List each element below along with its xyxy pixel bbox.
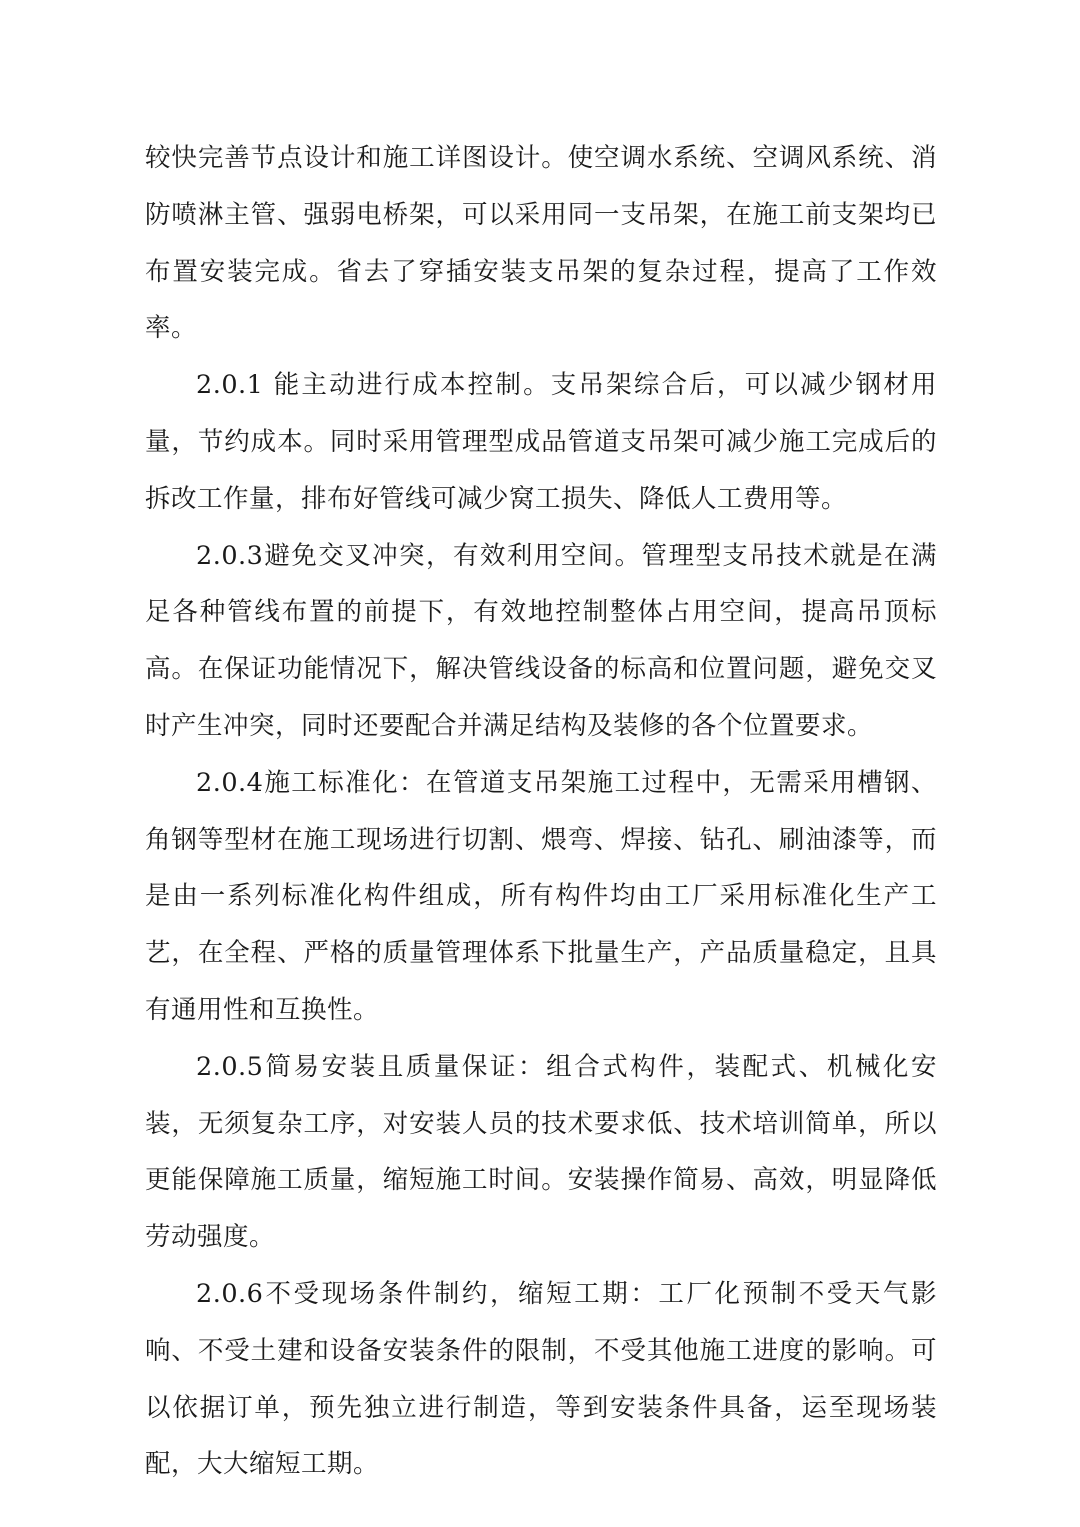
paragraph-2-0-4: 2.0.4施工标准化：在管道支吊架施工过程中，无需采用槽钢、角钢等型材在施工现场进行切割、煨弯、焊接、钻孔、刷油漆等，而是由一系列标准化构件组成，所有构件均由工厂采用标准化生产工艺，在全程、严格的质量管理体系下批量生产，产品质量稳定，且具有通用性和互换性。 [145, 767, 937, 1025]
paragraph-2-0-1: 2.0.1 能主动进行成本控制。支吊架综合后，可以减少钢材用量，节约成本。同时采用管理型成品管道支吊架可减少施工完成后的拆改工作量，排布好管线可减少窝工损失、降低人工费用等。 [145, 370, 937, 514]
paragraph-continuation: 较快完善节点设计和施工详图设计。使空调水系统、空调风系统、消防喷淋主管、强弱电桥架，可以采用同一支吊架，在施工前支架均已布置安装完成。省去了穿插安装支吊架的复杂过程，提高了工作效率。 [145, 143, 937, 344]
paragraph-2-0-5: 2.0.5简易安装且质量保证：组合式构件，装配式、机械化安装，无须复杂工序，对安装人员的技术要求低、技术培训简单，所以更能保障施工质量，缩短施工时间。安装操作简易、高效，明显降低劳动强度。 [145, 1051, 937, 1253]
document-body [145, 130, 937, 1493]
paragraph-2-0-3: 2.0.3避免交叉冲突，有效利用空间。管理型支吊技术就是在满足各种管线布置的前提下，有效地控制整体占用空间，提高吊顶标高。在保证功能情况下，解决管线设备的标高和位置问题，避免交叉时产生冲突，同时还要配合并满足结构及装修的各个位置要求。 [145, 540, 937, 741]
paragraph-2-0-6: 2.0.6不受现场条件制约，缩短工期：工厂化预制不受天气影响、不受土建和设备安装条件的限制，不受其他施工进度的影响。可以依据订单，预先独立进行制造，等到安装条件具备，运至现场装配，大大缩短工期。 [145, 1278, 937, 1480]
